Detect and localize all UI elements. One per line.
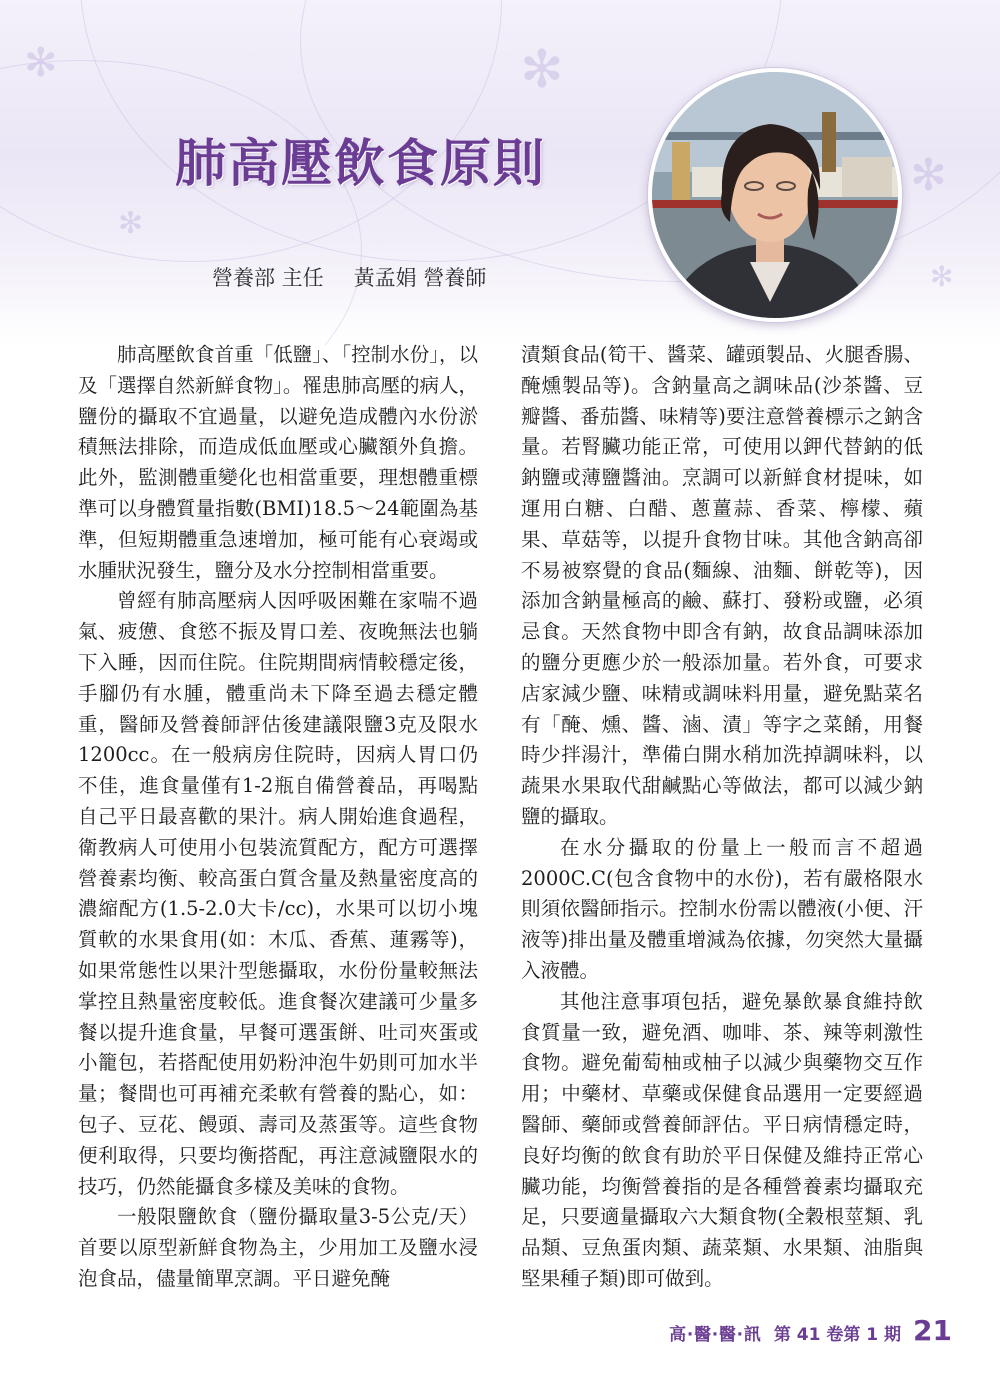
article-column-left <box>78 340 478 1295</box>
page-footer <box>669 1314 952 1347</box>
article-paragraph: 其他注意事項包括，避免暴飲暴食維持飲食質量一致，避免酒、咖啡、茶、辣等刺激性食物。避免葡萄柚或柚子以減少與藥物交互作用；中藥材、草藥或保健食品選用一定要經過醫師、藥師或營養師評估。平日病情穩定時，良好均衡的飲食有助於平日保健及維持正常心臟功能，均衡營養指的是各種營養素均攝取充足，只要適量攝取六大類食物(全穀根莖類、乳品類、豆魚蛋肉類、蔬菜類、水果類、油脂與堅果種子類)即可做到。 <box>521 989 923 1290</box>
dandelion-icon: ✻ <box>930 260 954 293</box>
article-paragraph: 曾經有肺高壓病人因呼吸困難在家喘不過氣、疲憊、食慾不振及胃口差、夜晚無法也躺下入睡，因而住院。住院期間病情較穩定後，手腳仍有水腫，體重尚未下降至過去穩定體重，醫師及營養師評估後建議限鹽3克及限水1200cc。在一般病房住院時，因病人胃口仍不佳，進食量僅有1-2瓶自備營養品，再喝點自己平日最喜歡的果汁。病人開始進食過程，衛教病人可使用小包裝流質配方，配方可選擇營養素均衡、較高蛋白質含量及熱量密度高的濃縮配方(1.5-2.0大卡/cc)，水果可以切小塊質軟的水果食用(如：木瓜、香蕉、蓮霧等)，如果常態性以果汁型態攝取，水份份量較無法掌控且熱量密度較低。進食餐次建議可少量多餐以提升進食量，早餐可選蛋餅、吐司夾蛋或小籠包，若搭配使用奶粉沖泡牛奶則可加水半量；餐間也可再補充柔軟有營養的點心，如：包子、豆花、饅頭、壽司及蒸蛋等。這些食物便利取得，只要均衡搭配，再注意減鹽限水的技巧，仍然能攝食多樣及美味的食物。 <box>78 589 478 1198</box>
issue-info: 第 41 卷第 1 期 <box>773 1325 902 1345</box>
article-paragraph: 在水分攝取的份量上一般而言不超過2000C.C(包含食物中的水份)，若有嚴格限水則須依醫師指示。控制水份需以體液(小便、汗液等)排出量及體重增減為依據，勿突然大量攝入液體。 <box>521 835 923 982</box>
dandelion-icon: ✻ <box>24 40 58 86</box>
dandelion-icon: ✻ <box>520 40 564 100</box>
author-photo <box>648 68 902 322</box>
author-department: 營養部 主任 <box>212 266 324 290</box>
page-number: 21 <box>913 1314 952 1347</box>
dandelion-icon: ✻ <box>118 206 144 241</box>
dandelion-icon: ✻ <box>910 150 947 201</box>
article-paragraph: 漬類食品(筍干、醬菜、罐頭製品、火腿香腸、醃燻製品等)。含鈉量高之調味品(沙茶醬、豆瓣醬、番茄醬、味精等)要注意營養標示之鈉含量。若腎臟功能正常，可使用以鉀代替鈉的低鈉鹽或薄鹽醬油。烹調可以新鮮食材提味，如運用白糖、白醋、蔥薑蒜、香菜、檸檬、蘋果、草菇等，以提升食物甘味。其他含鈉高卻不易被察覺的食品(麵線、油麵、餅乾等)，因添加含鈉量極高的鹼、蘇打、發粉或鹽，必須忌食。天然食物中即含有鈉，故食品調味添加的鹽分更應少於一般添加量。若外食，可要求店家減少鹽、味精或調味料用量，避免點菜名有「醃、燻、醬、滷、漬」等字之菜餚，用餐時少拌湯汁，準備白開水稍加洗掉調味料，以蔬果水果取代甜鹹點心等做法，都可以減少鈉鹽的攝取。 <box>521 343 923 828</box>
article-column-right <box>521 340 923 1295</box>
article-paragraph: 肺高壓飲食首重「低鹽」、「控制水份」，以及「選擇自然新鮮食物」。罹患肺高壓的病人，鹽份的攝取不宜過量，以避免造成體內水份淤積無法排除，而造成低血壓或心臟額外負擔。此外，監測體重變化也相當重要，理想體重標準可以身體質量指數(BMI)18.5～24範圍為基準，但短期體重急速增加，極可能有心衰竭或水腫狀況發生，鹽分及水分控制相當重要。 <box>78 343 478 582</box>
article-paragraph: 一般限鹽飲食（鹽份攝取量3-5公克/天）首要以原型新鮮食物為主，少用加工及鹽水浸泡食品，儘量簡單烹調。平日避免醃 <box>78 1205 478 1290</box>
author-byline <box>212 262 486 292</box>
journal-name: 高‧醫‧醫‧訊 <box>669 1325 762 1345</box>
author-name: 黃孟娟 營養師 <box>353 266 487 290</box>
page-title: 肺高壓飲食原則 <box>175 135 547 194</box>
